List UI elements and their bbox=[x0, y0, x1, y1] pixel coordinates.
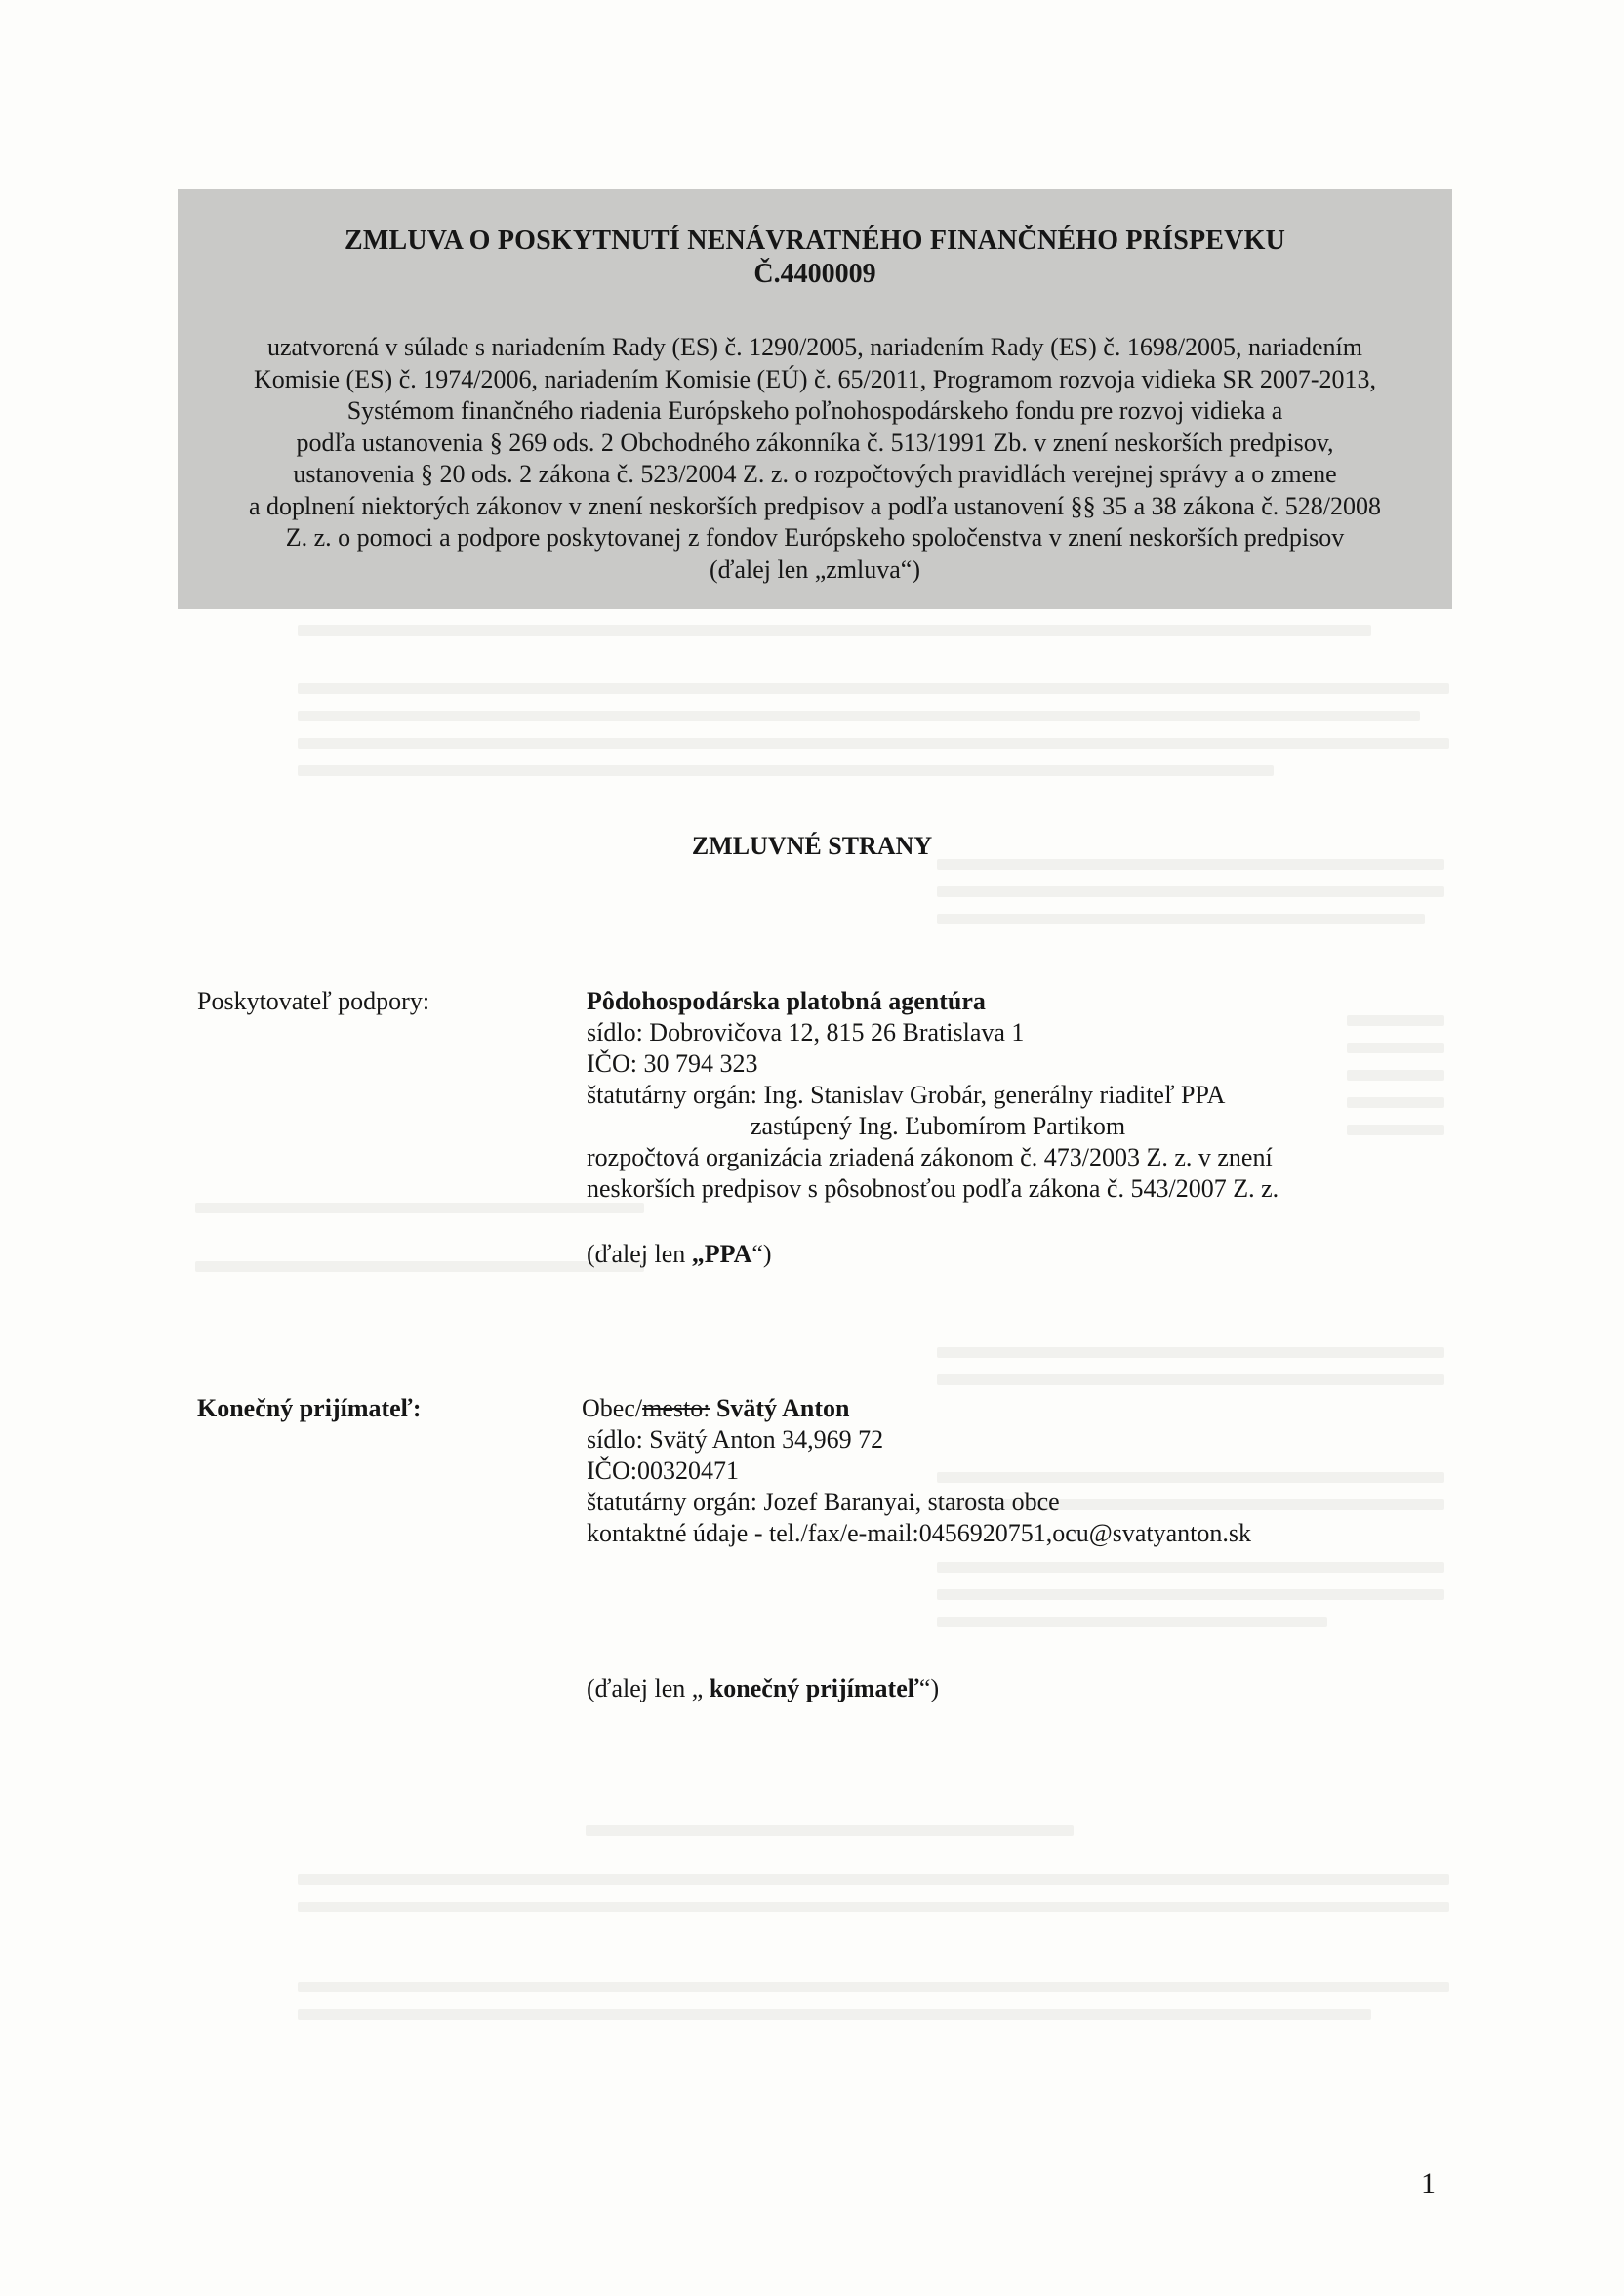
recipient-label: Konečný prijímateľ: bbox=[197, 1394, 422, 1422]
legal-basis-line: uzatvorená v súlade s nariadením Rady (ES) č. 1290/2005, nariadením Rady (ES) č. 1698/2005, nariadením bbox=[266, 333, 1363, 361]
legal-basis-line: a doplnení niektorých zákonov v znení neskorších predpisov a podľa ustanovení §§ 35 a 38 zákona č. 528/2008 bbox=[248, 491, 1382, 520]
provider-represented: zastúpený Ing. Ľubomírom Partikom bbox=[751, 1112, 1126, 1140]
recipient-statutory: štatutárny orgán: Jozef Baranyai, starosta obce bbox=[587, 1488, 1060, 1516]
recipient-contact: kontaktné údaje - tel./fax/e-mail:0456920751,ocu@svatyanton.sk bbox=[587, 1519, 1252, 1547]
hereinafter-suffix: “) bbox=[751, 1240, 772, 1268]
contract-number: Č.4400009 bbox=[753, 259, 876, 289]
provider-ico: IČO: 30 794 323 bbox=[587, 1049, 758, 1078]
page-number: 1 bbox=[1421, 2167, 1436, 2199]
recipient-name: Svätý Anton bbox=[715, 1394, 850, 1422]
legal-basis-line: ustanovenia § 20 ods. 2 zákona č. 523/2004 Z. z. o rozpočtových pravidlách verejnej správy a o zmene bbox=[293, 460, 1337, 488]
legal-basis-paragraph bbox=[190, 332, 1440, 586]
legal-basis-line: Komisie (ES) č. 1974/2006, nariadením Komisie (EÚ) č. 65/2011, Programom rozvoja vidieka SR 2007-2013, bbox=[253, 364, 1377, 393]
contract-title: ZMLUVA O POSKYTNUTÍ NENÁVRATNÉHO FINANČNÉHO PRÍSPEVKU bbox=[345, 226, 1285, 256]
recipient-type-prefix: Obec/ bbox=[582, 1394, 643, 1422]
provider-label: Poskytovateľ podpory: bbox=[197, 987, 430, 1015]
hereinafter-term: konečný prijímateľ bbox=[709, 1674, 919, 1702]
hereinafter-suffix: “) bbox=[918, 1674, 940, 1702]
provider-address: sídlo: Dobrovičova 12, 815 26 Bratislava 1 bbox=[587, 1018, 1025, 1046]
provider-org-line: rozpočtová organizácia zriadená zákonom č. 473/2003 Z. z. v znení bbox=[587, 1143, 1273, 1171]
legal-basis-line: (ďalej len „zmluva“) bbox=[709, 554, 921, 584]
provider-name: Pôdohospodárska platobná agentúra bbox=[587, 987, 986, 1015]
provider-details bbox=[587, 986, 1279, 1270]
recipient-address: sídlo: Svätý Anton 34,969 72 bbox=[587, 1425, 884, 1454]
section-title: ZMLUVNÉ STRANY bbox=[691, 832, 933, 860]
provider-statutory: štatutárny orgán: Ing. Stanislav Grobár, generálny riaditeľ PPA bbox=[587, 1081, 1226, 1109]
provider-org-line: neskorších predpisov s pôsobnosťou podľa zákona č. 543/2007 Z. z. bbox=[587, 1174, 1279, 1203]
hereinafter-prefix: (ďalej len „ bbox=[587, 1674, 710, 1702]
recipient-ico: IČO:00320471 bbox=[587, 1456, 739, 1485]
provider-hereinafter bbox=[587, 1239, 1279, 1270]
recipient-hereinafter bbox=[587, 1673, 939, 1704]
legal-basis-line: podľa ustanovenia § 269 ods. 2 Obchodného zákonníka č. 513/1991 Zb. v znení neskorších predpisov, bbox=[296, 428, 1334, 457]
recipient-details bbox=[582, 1393, 1251, 1549]
legal-basis-line: Systémom finančného riadenia Európskeho poľnohospodárskeho fondu pre rozvoj vidieka a bbox=[346, 396, 1283, 425]
contract-header-box bbox=[178, 189, 1452, 609]
recipient-type-struck: mesto: bbox=[642, 1394, 710, 1422]
hereinafter-term: „PPA bbox=[691, 1240, 752, 1268]
legal-basis-line: Z. z. o pomoci a podpore poskytovanej z fondov Európskeho spoločenstva v znení neskorších predpisov bbox=[285, 523, 1345, 552]
hereinafter-prefix: (ďalej len bbox=[587, 1240, 692, 1268]
recipient-type-name bbox=[582, 1393, 1251, 1424]
